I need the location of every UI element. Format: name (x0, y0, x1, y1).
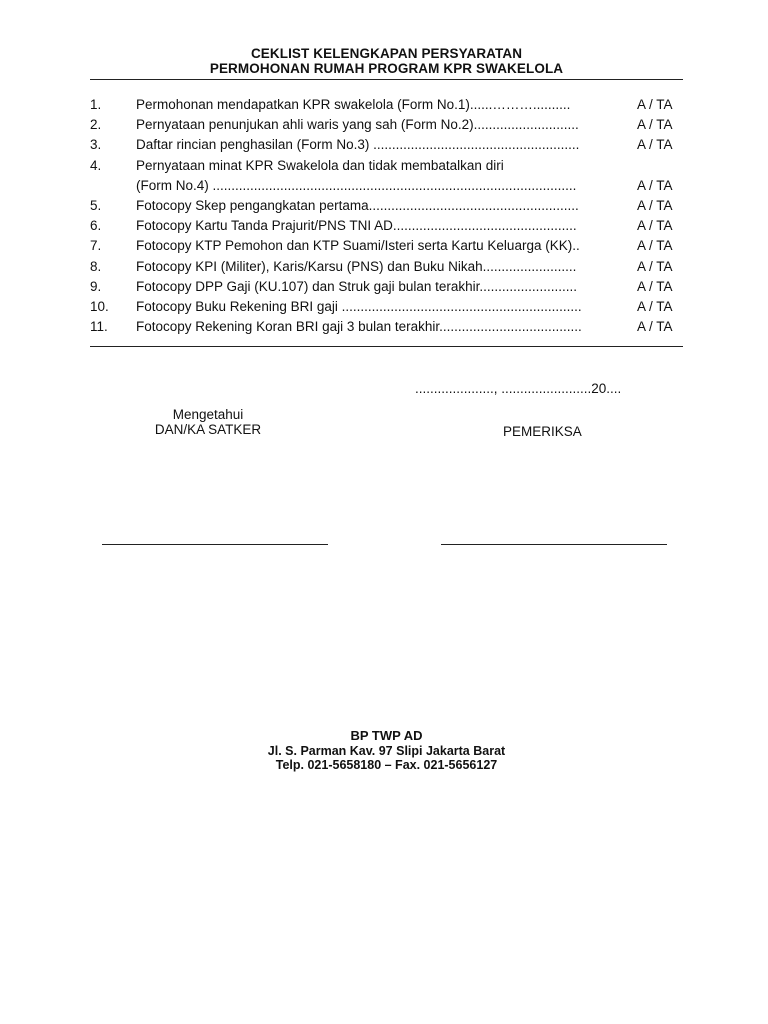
checklist-item (90, 95, 690, 115)
item-status: A / TA (637, 137, 673, 153)
title-divider (90, 79, 683, 80)
item-text: Fotocopy Rekening Koran BRI gaji 3 bulan terakhir...................................... (136, 319, 582, 335)
item-number: 5. (90, 197, 102, 213)
item-status: A / TA (637, 97, 673, 112)
item-text: Pernyataan minat KPR Swakelola dan tidak membatalkan diri (136, 157, 504, 173)
item-number: 8. (90, 258, 102, 274)
acknowledger-caption: Mengetahui (172, 407, 244, 422)
checklist-divider (90, 346, 683, 347)
checklist-item (90, 236, 690, 256)
title-line-2: PERMOHONAN RUMAH PROGRAM KPR SWAKELOLA (209, 61, 564, 76)
item-text: Fotocopy Skep pengangkatan pertama........................................................ (136, 197, 579, 213)
checklist-item (90, 196, 690, 216)
footer-phone: Telp. 021-5658180 – Fax. 021-5656127 (275, 758, 498, 772)
acknowledger-title: DAN/KA SATKER (154, 421, 262, 437)
acknowledger-signature-line (102, 544, 328, 545)
item-number: 6. (90, 218, 102, 234)
checklist-item (90, 135, 690, 155)
item-number: 1. (90, 97, 102, 112)
checklist-item (90, 297, 690, 317)
acknowledger-block (148, 408, 268, 437)
item-number: 9. (90, 278, 102, 294)
item-number: 11. (90, 319, 108, 335)
item-text: Fotocopy KTP Pemohon dan KTP Suami/Isteri serta Kartu Keluarga (KK).. (136, 238, 580, 254)
item-status: A / TA (637, 278, 673, 294)
item-status: A / TA (637, 197, 673, 213)
item-text: Daftar rincian penghasilan (Form No.3) ....................................................... (136, 137, 580, 153)
checklist-item-continuation (90, 176, 690, 196)
examiner-title: PEMERIKSA (503, 424, 582, 439)
item-status: A / TA (637, 258, 673, 274)
footer-address: Jl. S. Parman Kav. 97 Slipi Jakarta Barat (267, 743, 506, 758)
footer-organization: BP TWP AD (350, 728, 423, 743)
checklist-item (90, 257, 690, 277)
item-text: Pernyataan penunjukan ahli waris yang sah (Form No.2)............................ (136, 117, 579, 133)
item-status: A / TA (637, 218, 673, 234)
requirements-checklist (90, 95, 690, 337)
item-text: Fotocopy KPI (Militer), Karis/Karsu (PNS) dan Buku Nikah......................... (136, 258, 577, 274)
item-status: A / TA (637, 117, 673, 133)
item-status: A / TA (637, 177, 673, 193)
checklist-item (90, 317, 690, 337)
document-title (90, 46, 683, 76)
checklist-item (90, 115, 690, 135)
item-status: A / TA (637, 238, 673, 254)
item-text: Fotocopy DPP Gaji (KU.107) dan Struk gaji bulan terakhir.......................... (136, 278, 577, 294)
item-text: Permohonan mendapatkan KPR swakelola (Form No.1)......……….......... (136, 97, 571, 112)
checklist-item (90, 216, 690, 236)
item-number: 3. (90, 137, 102, 153)
place-date-line: ....................., ........................20.... (415, 381, 622, 396)
item-number: 4. (90, 157, 102, 173)
checklist-item (90, 277, 690, 297)
examiner-signature-line (441, 544, 667, 545)
item-number: 2. (90, 117, 102, 133)
item-text: (Form No.4) ................................................................................................. (136, 177, 577, 193)
checklist-item (90, 156, 690, 176)
item-number: 7. (90, 238, 102, 254)
item-number: 10. (90, 298, 109, 314)
item-text: Fotocopy Kartu Tanda Prajurit/PNS TNI AD................................................. (136, 218, 577, 234)
item-text: Fotocopy Buku Rekening BRI gaji ................................................................ (136, 298, 582, 314)
item-status: A / TA (637, 298, 673, 314)
item-status: A / TA (637, 319, 673, 335)
document-footer (90, 729, 683, 773)
title-line-1: CEKLIST KELENGKAPAN PERSYARATAN (250, 46, 523, 61)
